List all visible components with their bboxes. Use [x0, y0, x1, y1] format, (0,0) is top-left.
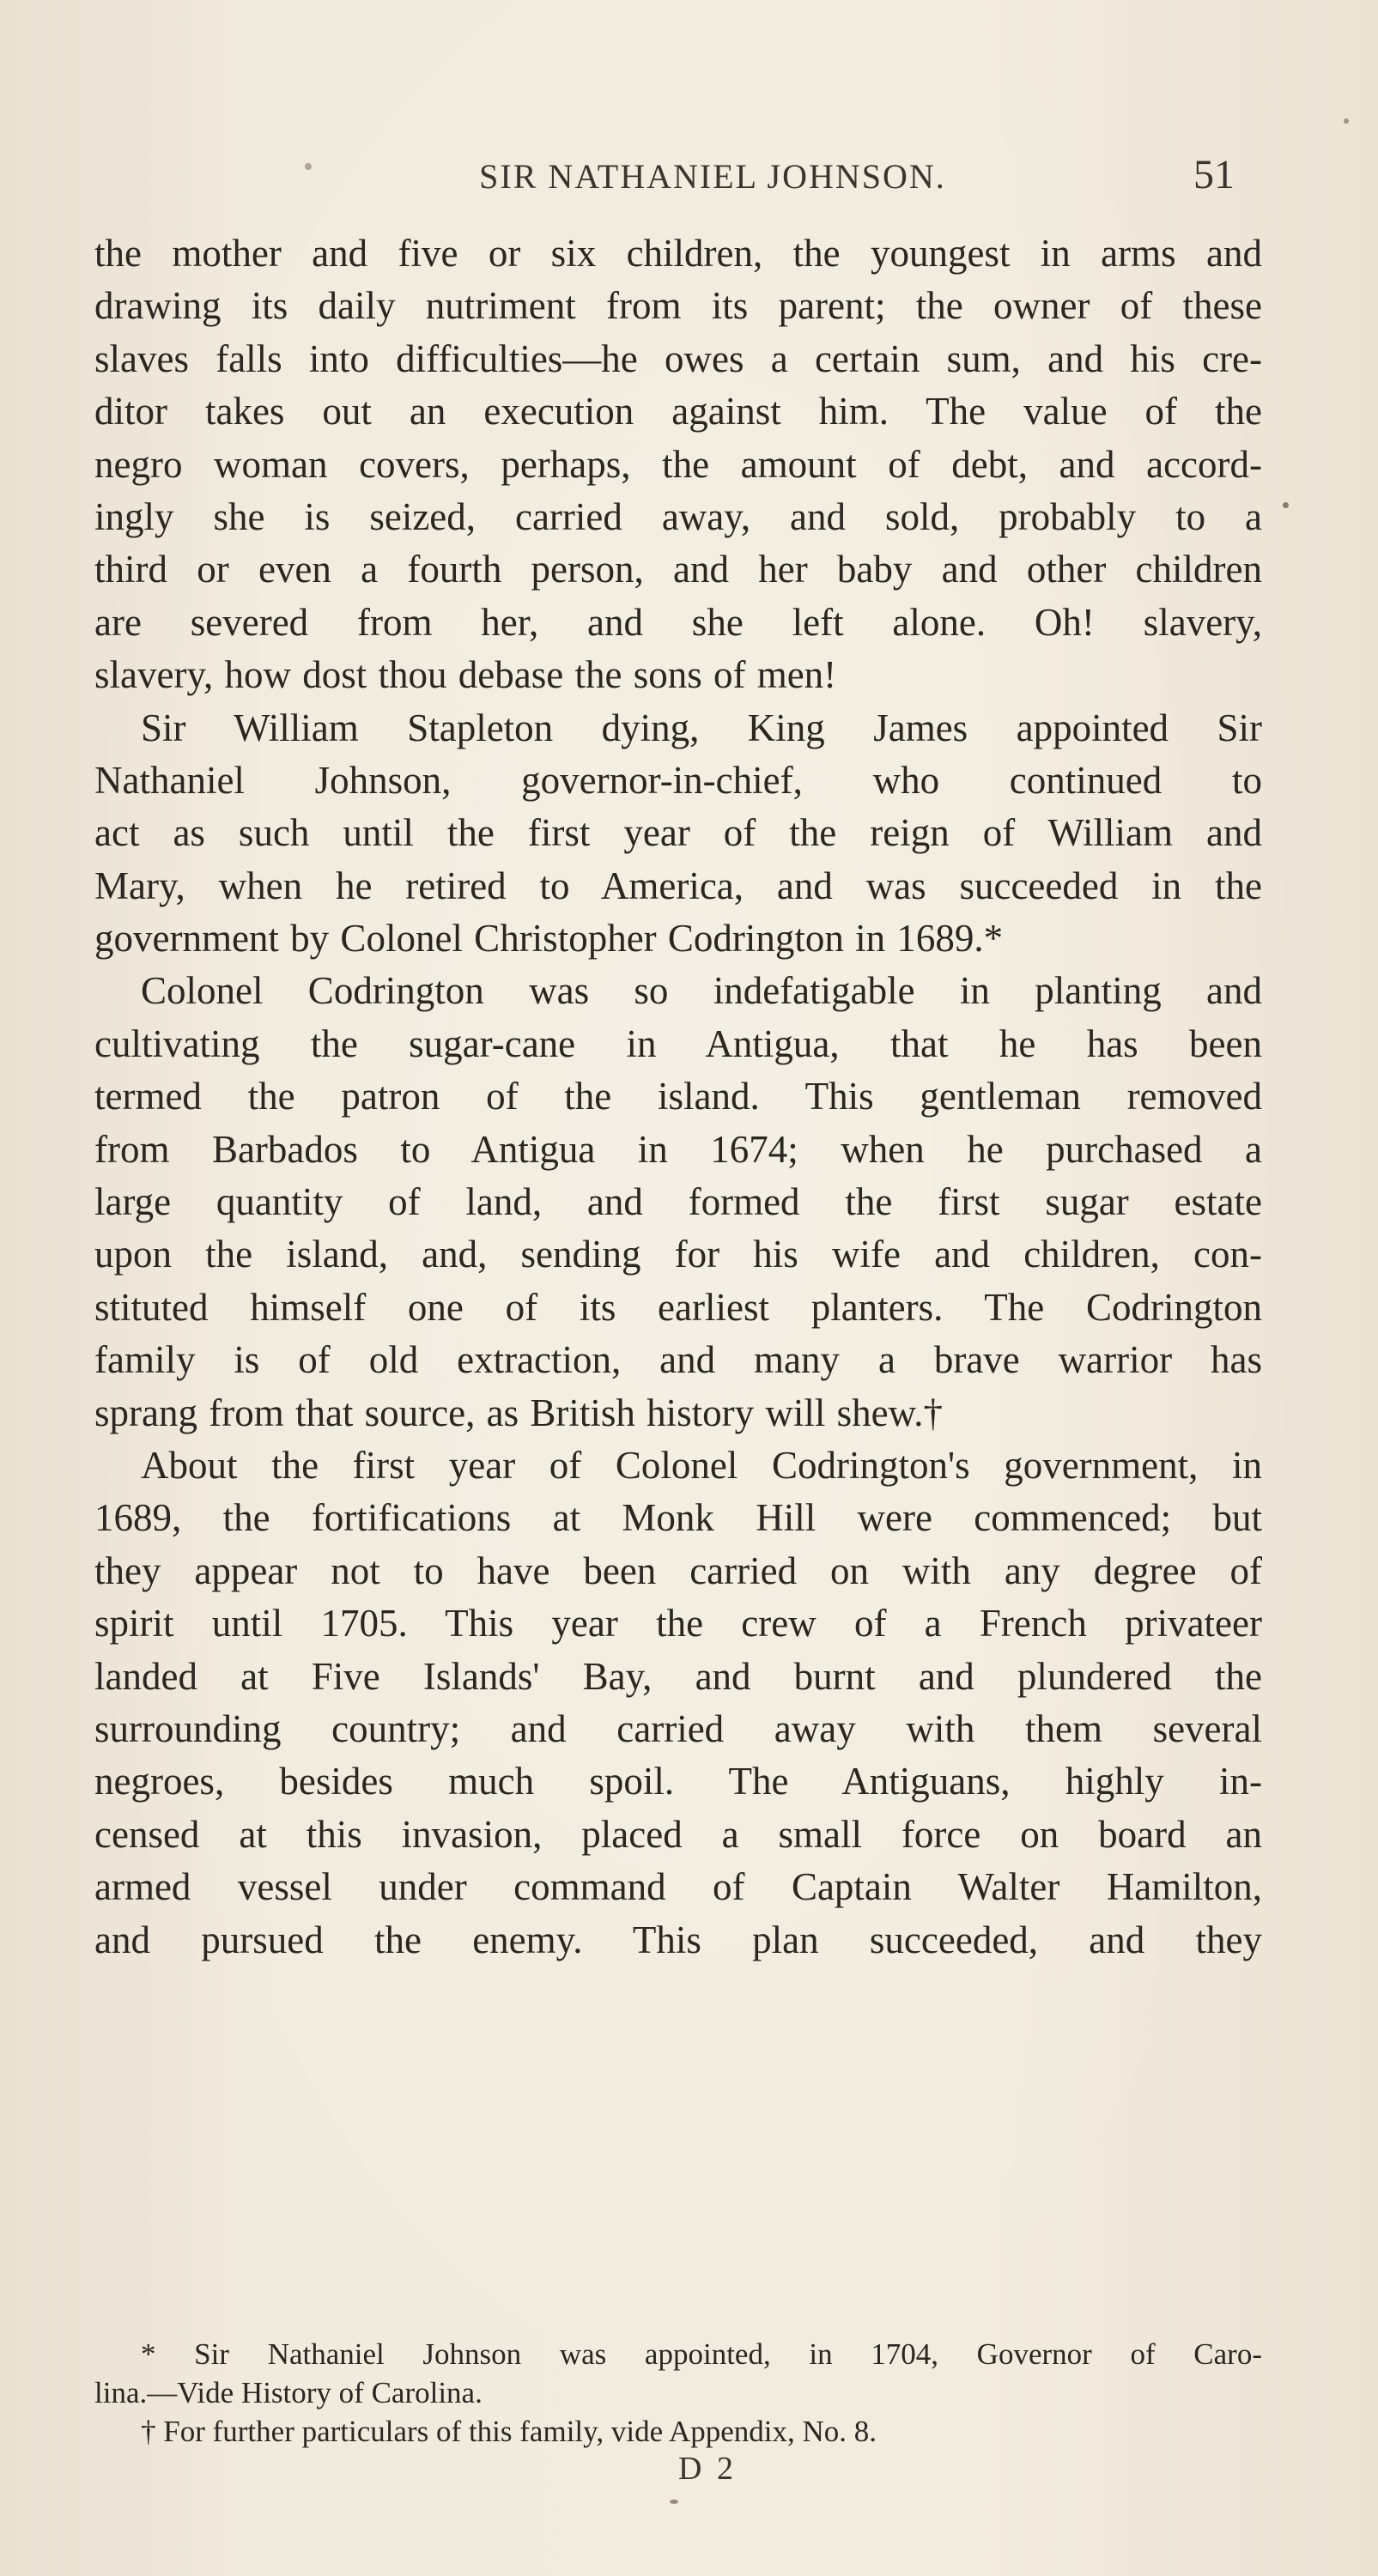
text-line: they appear not to have been carried on with any degree of	[94, 1549, 1262, 1592]
text-line: negroes, besides much spoil. The Antiguans, highly in-	[94, 1760, 1262, 1803]
text-line: stituted himself one of its earliest planters. The Codrington	[94, 1285, 1262, 1329]
text-line: act as such until the first year of the reign of William and	[94, 811, 1262, 855]
text-line: censed at this invasion, placed a small force on board an	[94, 1812, 1262, 1856]
page-number: 51	[1193, 152, 1235, 197]
text-line: cultivating the sugar-cane in Antigua, that he has been	[94, 1021, 1262, 1065]
footnote-line: † For further particulars of this family, vide Appendix, No. 8.	[141, 2415, 877, 2448]
footnote-line: * Sir Nathaniel Johnson was appointed, in 1704, Governor of Caro-	[141, 2337, 1262, 2371]
text-line: 1689, the fortifications at Monk Hill were commenced; but	[94, 1496, 1262, 1540]
text-line: from Barbados to Antigua in 1674; when he purchased a	[94, 1127, 1262, 1171]
text-line: slavery, how dost thou debase the sons of men!	[94, 653, 837, 697]
text-line: sprang from that source, as British history will shew.†	[94, 1391, 943, 1434]
paragraph-first-line: Sir William Stapleton dying, King James appointed Sir	[141, 706, 1262, 749]
paper-speck	[1344, 118, 1349, 124]
text-line: upon the island, and, sending for his wife and children, con-	[94, 1233, 1262, 1276]
paper-speck	[670, 2500, 678, 2504]
paper-speck	[305, 163, 312, 170]
text-line: slaves falls into difficulties—he owes a certain sum, and his cre-	[94, 336, 1262, 380]
text-line: family is of old extraction, and many a brave warrior has	[94, 1338, 1262, 1382]
text-line: Mary, when he retired to America, and was succeeded in the	[94, 864, 1262, 907]
text-line: large quantity of land, and formed the first sugar estate	[94, 1180, 1262, 1224]
printer-signature-mark: D 2	[678, 2451, 737, 2487]
footnotes	[94, 2335, 1262, 2451]
footnote-line: lina.—Vide History of Carolina.	[94, 2376, 483, 2409]
text-line: third or even a fourth person, and her baby and other children	[94, 548, 1262, 591]
text-line: surrounding country; and carried away with them several	[94, 1706, 1262, 1750]
paragraph-first-line: Colonel Codrington was so indefatigable in planting and	[141, 969, 1262, 1013]
text-line: spirit until 1705. This year the crew of a French privateer	[94, 1602, 1262, 1646]
text-line: the mother and five or six children, the youngest in arms and	[94, 232, 1262, 275]
text-line: drawing its daily nutriment from its parent; the owner of these	[94, 284, 1262, 328]
text-line: government by Colonel Christopher Codrington in 1689.*	[94, 917, 1004, 961]
text-line: ingly she is seized, carried away, and sold, probably to a	[94, 494, 1262, 538]
text-line: and pursued the enemy. This plan succeeded, and they	[94, 1918, 1262, 1961]
running-head-title: SIR NATHANIEL JOHNSON.	[479, 157, 946, 196]
text-line: ditor takes out an execution against him. The value of the	[94, 390, 1262, 433]
text-line: negro woman covers, perhaps, the amount of debt, and accord-	[94, 442, 1262, 486]
text-line: Nathaniel Johnson, governor-in-chief, who continued to	[94, 758, 1262, 802]
paragraph-first-line: About the first year of Colonel Codrington's government, in	[141, 1443, 1262, 1487]
paper-speck	[1283, 502, 1289, 508]
text-line: landed at Five Islands' Bay, and burnt and plundered the	[94, 1654, 1262, 1698]
body-text	[94, 227, 1262, 1967]
text-line: armed vessel under command of Captain Walter Hamilton,	[94, 1865, 1262, 1909]
text-line: are severed from her, and she left alone. Oh! slavery,	[94, 600, 1262, 644]
text-line: termed the patron of the island. This gentleman removed	[94, 1075, 1262, 1118]
